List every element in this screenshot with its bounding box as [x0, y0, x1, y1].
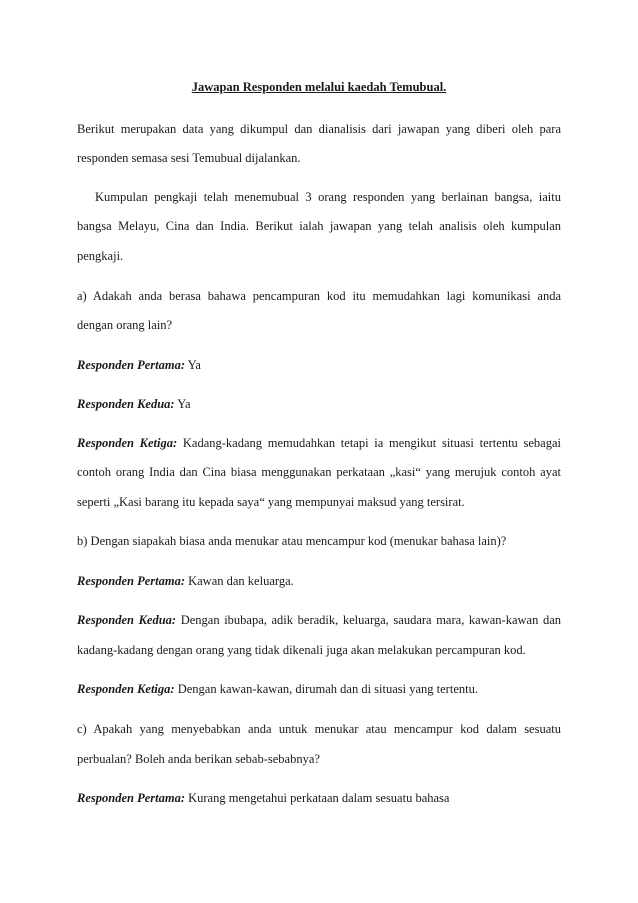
- question-c-line-1: c) Apakah yang menyebabkan anda untuk menukar atau mencampur kod dalam sesuatu: [77, 722, 561, 736]
- intro-line-2: responden semasa sesi Temubual dijalankan.: [77, 151, 301, 165]
- respondent-answer: Dengan kawan-kawan, dirumah dan di situasi yang tertentu.: [177, 682, 478, 696]
- respondent-answer: Ya: [177, 397, 191, 411]
- respondent-answer: Kurang mengetahui perkataan dalam sesuatu bahasa: [188, 791, 450, 805]
- question-b: b) Dengan siapakah biasa anda menukar atau mencampur kod (menukar bahasa lain)?: [77, 534, 507, 548]
- answer-a-respondent-2: [77, 397, 561, 412]
- respondent-label: Responden Pertama:: [77, 791, 185, 805]
- answer-a-respondent-1: [77, 358, 561, 373]
- answer-a-respondent-3-line-2: contoh orang India dan Cina biasa menggunakan perkataan „kasi“ yang merujuk contoh ayat: [77, 465, 561, 479]
- respondent-label: Responden Ketiga:: [77, 682, 175, 696]
- question-c-line-2: perbualan? Boleh anda berikan sebab-sebabnya?: [77, 752, 320, 766]
- answer-a-respondent-3-line-3: seperti „Kasi barang itu kepada saya“ yang mempunyai maksud yang tersirat.: [77, 495, 465, 509]
- respondent-answer: Kawan dan keluarga.: [188, 574, 294, 588]
- question-a-line-1: a) Adakah anda berasa bahawa pencampuran kod itu memudahkan lagi komunikasi anda: [77, 289, 561, 303]
- respondent-label: Responden Kedua:: [77, 613, 177, 627]
- document-title: Jawapan Responden melalui kaedah Temubual.: [191, 80, 447, 94]
- answer-c-respondent-1: [77, 791, 561, 806]
- respondent-label: Responden Pertama:: [77, 358, 185, 372]
- answer-b-respondent-3: [77, 682, 561, 697]
- para2-line-3: pengkaji.: [77, 249, 124, 263]
- respondent-label: Responden Ketiga:: [77, 436, 178, 450]
- answer-b-respondent-2-line-2: kadang-kadang dengan orang yang tidak dikenali juga akan melakukan percampuran kod.: [77, 643, 526, 657]
- question-a-line-2: dengan orang lain?: [77, 318, 173, 332]
- para2-line-1: Kumpulan pengkaji telah menemubual 3 orang responden yang berlainan bangsa, iaitu: [95, 190, 561, 204]
- intro-line-1: Berikut merupakan data yang dikumpul dan dianalisis dari jawapan yang diberi oleh para: [77, 122, 561, 136]
- respondent-answer: Kadang-kadang memudahkan tetapi ia mengikut situasi tertentu sebagai: [182, 436, 561, 450]
- answer-b-respondent-2-line-1: [77, 613, 561, 628]
- para2-line-2: bangsa Melayu, Cina dan India. Berikut ialah jawapan yang telah analisis oleh kumpulan: [77, 219, 561, 233]
- respondent-answer: Ya: [187, 358, 201, 372]
- respondent-label: Responden Pertama:: [77, 574, 185, 588]
- answer-a-respondent-3-line-1: [77, 436, 561, 451]
- respondent-answer: Dengan ibubapa, adik beradik, keluarga, saudara mara, kawan-kawan dan: [180, 613, 562, 627]
- answer-b-respondent-1: [77, 574, 561, 589]
- respondent-label: Responden Kedua:: [77, 397, 175, 411]
